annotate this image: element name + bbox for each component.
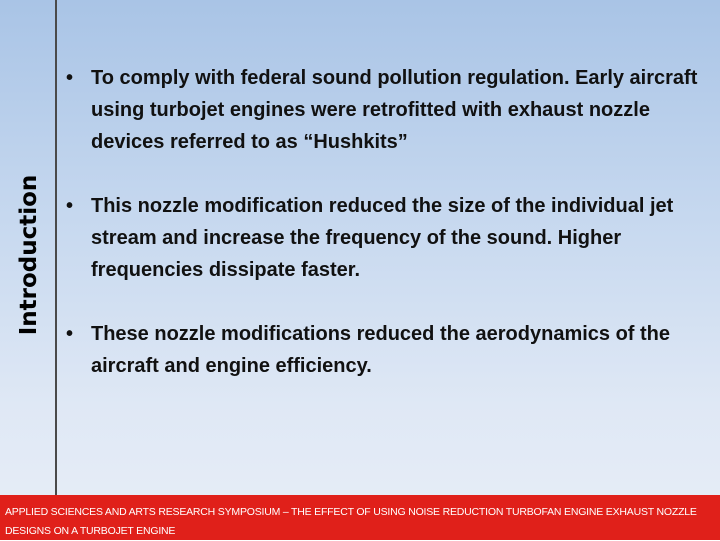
bullet-icon: • bbox=[66, 195, 74, 217]
bullet-icon: • bbox=[66, 323, 74, 345]
bullet-icon: • bbox=[66, 67, 74, 89]
bullet-text: These nozzle modifications reduced the aerodynamics of the aircraft and engine efficiency. bbox=[91, 323, 671, 377]
sidebar bbox=[0, 0, 57, 495]
bullet-item bbox=[66, 62, 701, 158]
footer-text: APPLIED SCIENCES AND ARTS RESEARCH SYMPOSIUM – THE EFFECT OF USING NOISE REDUCTION TURBOFAN ENGINE EXHAUST NOZZLE DESIGNS ON A TURBOJET ENGINE bbox=[5, 506, 697, 537]
bullet-list bbox=[66, 62, 701, 382]
section-title: Introduction bbox=[16, 174, 42, 336]
bullet-item bbox=[66, 318, 701, 382]
bullet-text: To comply with federal sound pollution regulation. Early aircraft using turbojet engines were retrofitted with exhaust nozzle devices referred to as “Hushkits” bbox=[91, 67, 698, 153]
bullet-item bbox=[66, 190, 701, 286]
footer-bar bbox=[0, 495, 720, 540]
bullet-text: This nozzle modification reduced the size of the individual jet stream and increase the frequency of the sound. Higher frequencies dissipate faster. bbox=[91, 195, 674, 281]
